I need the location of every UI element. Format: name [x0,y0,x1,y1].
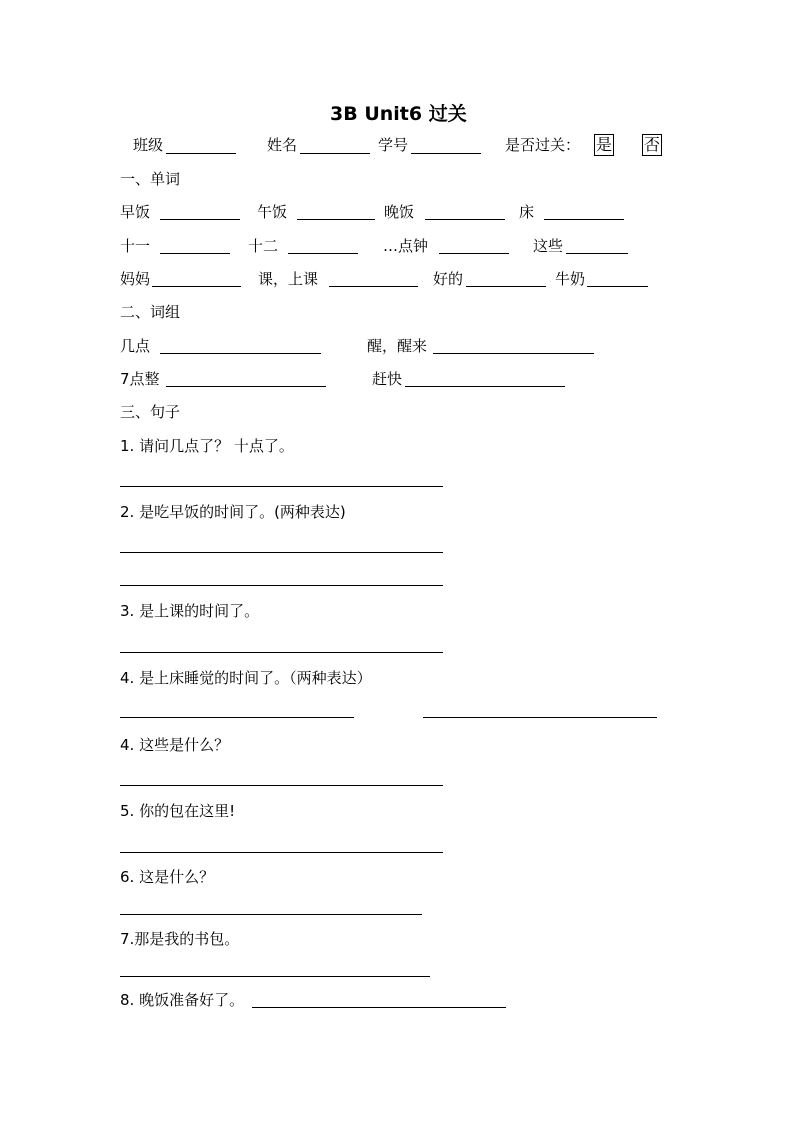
word-answer-10[interactable] [329,286,418,287]
phrase-label-3: 7点整 [120,370,160,388]
word-label-7: …点钟 [383,237,429,255]
sentence-prompt-6: 5. 你的包在这里! [120,802,236,820]
word-label-1: 早饭 [120,203,151,221]
word-label-9: 妈妈 [120,270,151,288]
phrase-label-1: 几点 [120,337,151,355]
word-answer-7[interactable] [439,253,509,254]
phrase-label-2: 醒，醒来 [367,337,428,355]
class-field[interactable] [166,153,236,154]
sentence-prompt-5: 4. 这些是什么？ [120,736,230,754]
class-label: 班级 [133,136,164,154]
id-label: 学号 [378,136,409,154]
sentence-answer-3[interactable] [120,652,443,653]
sentence-answer-2b[interactable] [120,585,443,586]
word-label-11: 好的 [433,270,464,288]
pass-yes-box[interactable]: 是 [595,135,612,154]
name-label: 姓名 [267,136,298,154]
sentence-prompt-1: 1. 请问几点了？ 十点了。 [120,437,294,455]
sentence-answer-4a[interactable] [120,717,354,718]
word-answer-4[interactable] [544,219,624,220]
word-answer-9[interactable] [152,286,241,287]
word-answer-1[interactable] [160,219,240,220]
word-label-4: 床 [519,203,535,221]
pass-no-box[interactable]: 否 [643,135,660,154]
word-answer-5[interactable] [160,253,230,254]
sentence-answer-1[interactable] [120,486,443,487]
pass-label: 是否过关： [505,136,581,154]
word-label-2: 午饭 [257,203,288,221]
phrase-answer-1[interactable] [160,353,321,354]
sentence-answer-8[interactable] [120,976,430,977]
page-title: 3B Unit6 过关 [330,103,467,125]
word-answer-12[interactable] [587,286,648,287]
phrase-answer-4[interactable] [405,386,565,387]
phrase-answer-2[interactable] [433,353,594,354]
sentence-answer-6[interactable] [120,852,443,853]
word-answer-3[interactable] [425,219,505,220]
sentence-prompt-3: 3. 是上课的时间了。 [120,602,260,620]
word-label-6: 十二 [248,237,279,255]
word-answer-8[interactable] [566,253,628,254]
sentence-answer-4b[interactable] [423,717,657,718]
word-label-3: 晚饭 [384,203,415,221]
name-field[interactable] [300,153,370,154]
phrase-label-4: 赶快 [372,370,403,388]
sentence-answer-7[interactable] [120,914,422,915]
sentence-answer-5[interactable] [120,785,443,786]
word-answer-2[interactable] [297,219,375,220]
word-label-5: 十一 [120,237,151,255]
id-field[interactable] [411,153,481,154]
word-label-8: 这些 [533,237,564,255]
phrase-answer-3[interactable] [166,386,326,387]
word-answer-11[interactable] [466,286,546,287]
sentence-prompt-4: 4. 是上床睡觉的时间了。（两种表达） [120,669,372,687]
sentence-prompt-2: 2. 是吃早饭的时间了。(两种表达) [120,503,346,521]
section-words-heading: 一、单词 [120,170,181,188]
section-sentences-heading: 三、句子 [120,403,181,421]
sentence-prompt-9: 8. 晚饭准备好了。 [120,991,245,1009]
word-answer-6[interactable] [288,253,358,254]
sentence-answer-9[interactable] [252,1007,506,1008]
sentence-prompt-8: 7.那是我的书包。 [120,930,240,948]
section-phrases-heading: 二、词组 [120,303,181,321]
word-label-10: 课，上课 [258,270,319,288]
word-label-12: 牛奶 [555,270,586,288]
sentence-answer-2a[interactable] [120,552,443,553]
sentence-prompt-7: 6. 这是什么？ [120,868,215,886]
